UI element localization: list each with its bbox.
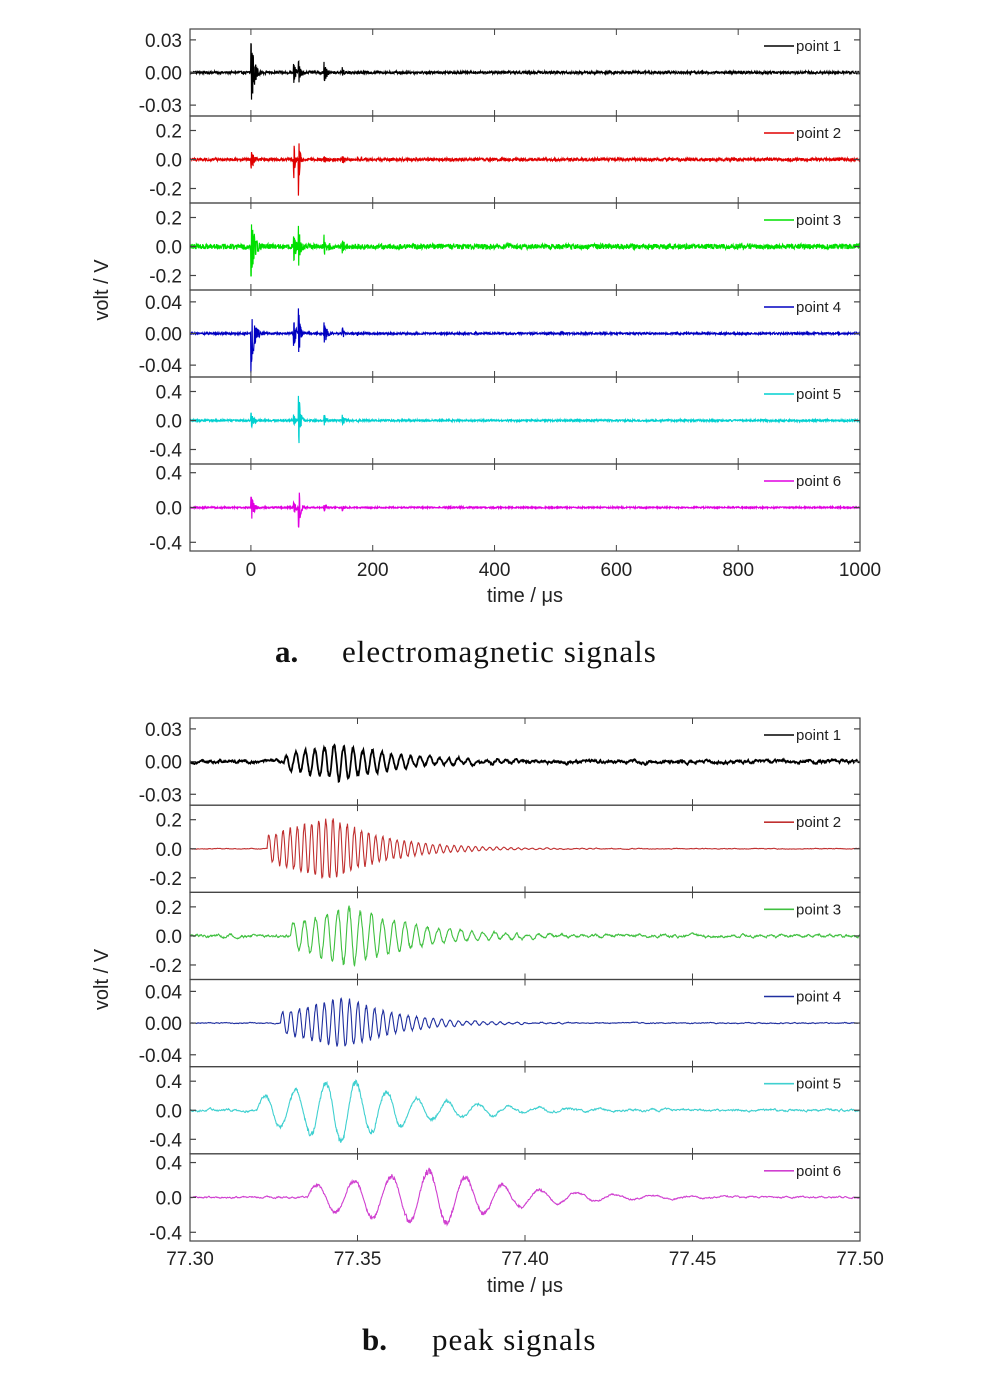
y-tick-label: -0.2 <box>149 179 182 201</box>
y-tick-label: 0.0 <box>155 1188 182 1210</box>
y-tick-label: 0.00 <box>145 752 182 774</box>
y-axis-title: volt / V <box>91 259 113 321</box>
legend-label: point 4 <box>796 988 842 1006</box>
subplot-2 <box>149 805 860 892</box>
x-tick-label: 400 <box>478 560 511 581</box>
y-tick-label: 0.00 <box>145 324 182 346</box>
y-tick-label: 0.0 <box>155 1101 182 1123</box>
series-line-4 <box>190 998 860 1046</box>
y-tick-label: 0.2 <box>155 810 182 832</box>
panel-b-chart <box>91 718 884 1357</box>
y-tick-label: -0.03 <box>138 785 182 807</box>
y-tick-label: 0.03 <box>145 719 182 741</box>
y-tick-label: 0.0 <box>155 498 182 520</box>
y-tick-label: -0.04 <box>138 1045 182 1067</box>
series-line-2 <box>190 143 860 195</box>
subplot-3 <box>149 203 860 290</box>
y-tick-label: -0.4 <box>149 533 182 555</box>
y-tick-label: 0.0 <box>155 150 182 172</box>
x-tick-label: 200 <box>356 560 389 581</box>
subplot-5 <box>149 1067 860 1154</box>
y-tick-label: -0.03 <box>138 96 182 118</box>
x-tick-label: 800 <box>722 560 755 581</box>
panel-caption-letter: b. <box>362 1322 387 1357</box>
x-tick-label: 600 <box>600 560 633 581</box>
subplot-6 <box>149 464 860 555</box>
y-tick-label: 0.04 <box>145 982 182 1004</box>
legend-label: point 5 <box>796 386 842 403</box>
y-tick-label: -0.2 <box>149 955 182 977</box>
y-tick-label: 0.00 <box>145 1014 182 1036</box>
subplot-1 <box>139 718 860 806</box>
y-tick-label: 0.03 <box>145 30 182 52</box>
y-tick-label: 0.0 <box>155 237 182 259</box>
x-tick-label: 77.35 <box>333 1249 382 1270</box>
legend-label: point 4 <box>796 299 842 316</box>
y-tick-label: 0.0 <box>155 411 182 433</box>
series-line-3 <box>190 224 860 276</box>
legend-label: point 3 <box>796 212 842 229</box>
panel-caption-letter: a. <box>275 634 299 669</box>
legend-label: point 2 <box>796 125 842 142</box>
legend-label: point 6 <box>796 1162 842 1180</box>
y-tick-label: 0.4 <box>155 1153 182 1175</box>
legend-label: point 1 <box>796 38 842 55</box>
legend-label: point 2 <box>796 814 842 832</box>
y-tick-label: -0.4 <box>149 1130 182 1152</box>
series-line-2 <box>190 818 860 878</box>
x-axis-title: time / μs <box>487 585 563 607</box>
subplot-5 <box>149 377 860 464</box>
series-line-1 <box>190 43 860 99</box>
subplot-4 <box>139 290 860 377</box>
legend-label: point 1 <box>796 727 842 744</box>
series-line-5 <box>190 1080 860 1143</box>
x-tick-label: 77.50 <box>836 1249 884 1270</box>
y-tick-label: 0.2 <box>155 897 182 919</box>
y-tick-label: 0.4 <box>155 1072 182 1094</box>
y-axis-title: volt / V <box>91 948 113 1011</box>
subplot-4 <box>139 980 860 1067</box>
x-tick-label: 77.45 <box>668 1249 717 1270</box>
series-line-5 <box>190 396 860 443</box>
x-tick-label: 77.30 <box>166 1249 214 1270</box>
y-tick-label: 0.4 <box>155 382 182 404</box>
series-line-6 <box>190 1168 860 1225</box>
y-tick-label: -0.2 <box>149 266 182 288</box>
x-tick-label: 0 <box>245 560 257 581</box>
series-line-3 <box>190 906 860 966</box>
subplot-3 <box>149 892 860 979</box>
y-tick-label: 0.2 <box>155 121 182 143</box>
x-axis-title: time / μs <box>487 1275 563 1297</box>
y-tick-label: 0.0 <box>155 926 182 948</box>
series-line-1 <box>190 745 860 782</box>
y-tick-label: 0.4 <box>155 463 182 485</box>
y-tick-label: -0.4 <box>149 440 182 462</box>
series-line-6 <box>190 493 860 528</box>
x-tick-label: 77.40 <box>501 1249 549 1270</box>
panel-caption: electromagnetic signals <box>342 634 657 669</box>
y-tick-label: -0.4 <box>149 1223 182 1245</box>
subplot-6 <box>149 1154 860 1245</box>
y-tick-label: 0.04 <box>145 292 182 314</box>
x-tick-label: 1000 <box>838 560 882 581</box>
legend-label: point 5 <box>796 1075 842 1093</box>
subplot-2 <box>149 116 860 203</box>
subplot-1 <box>139 29 860 117</box>
y-tick-label: -0.2 <box>149 868 182 890</box>
panel-caption: peak signals <box>432 1322 597 1357</box>
y-tick-label: 0.2 <box>155 208 182 230</box>
panel-a-chart <box>91 29 881 669</box>
y-tick-label: 0.00 <box>145 63 182 85</box>
y-tick-label: 0.0 <box>155 839 182 861</box>
legend-label: point 6 <box>796 473 842 490</box>
y-tick-label: -0.04 <box>138 356 182 378</box>
legend-label: point 3 <box>796 901 842 919</box>
series-line-4 <box>190 308 860 372</box>
